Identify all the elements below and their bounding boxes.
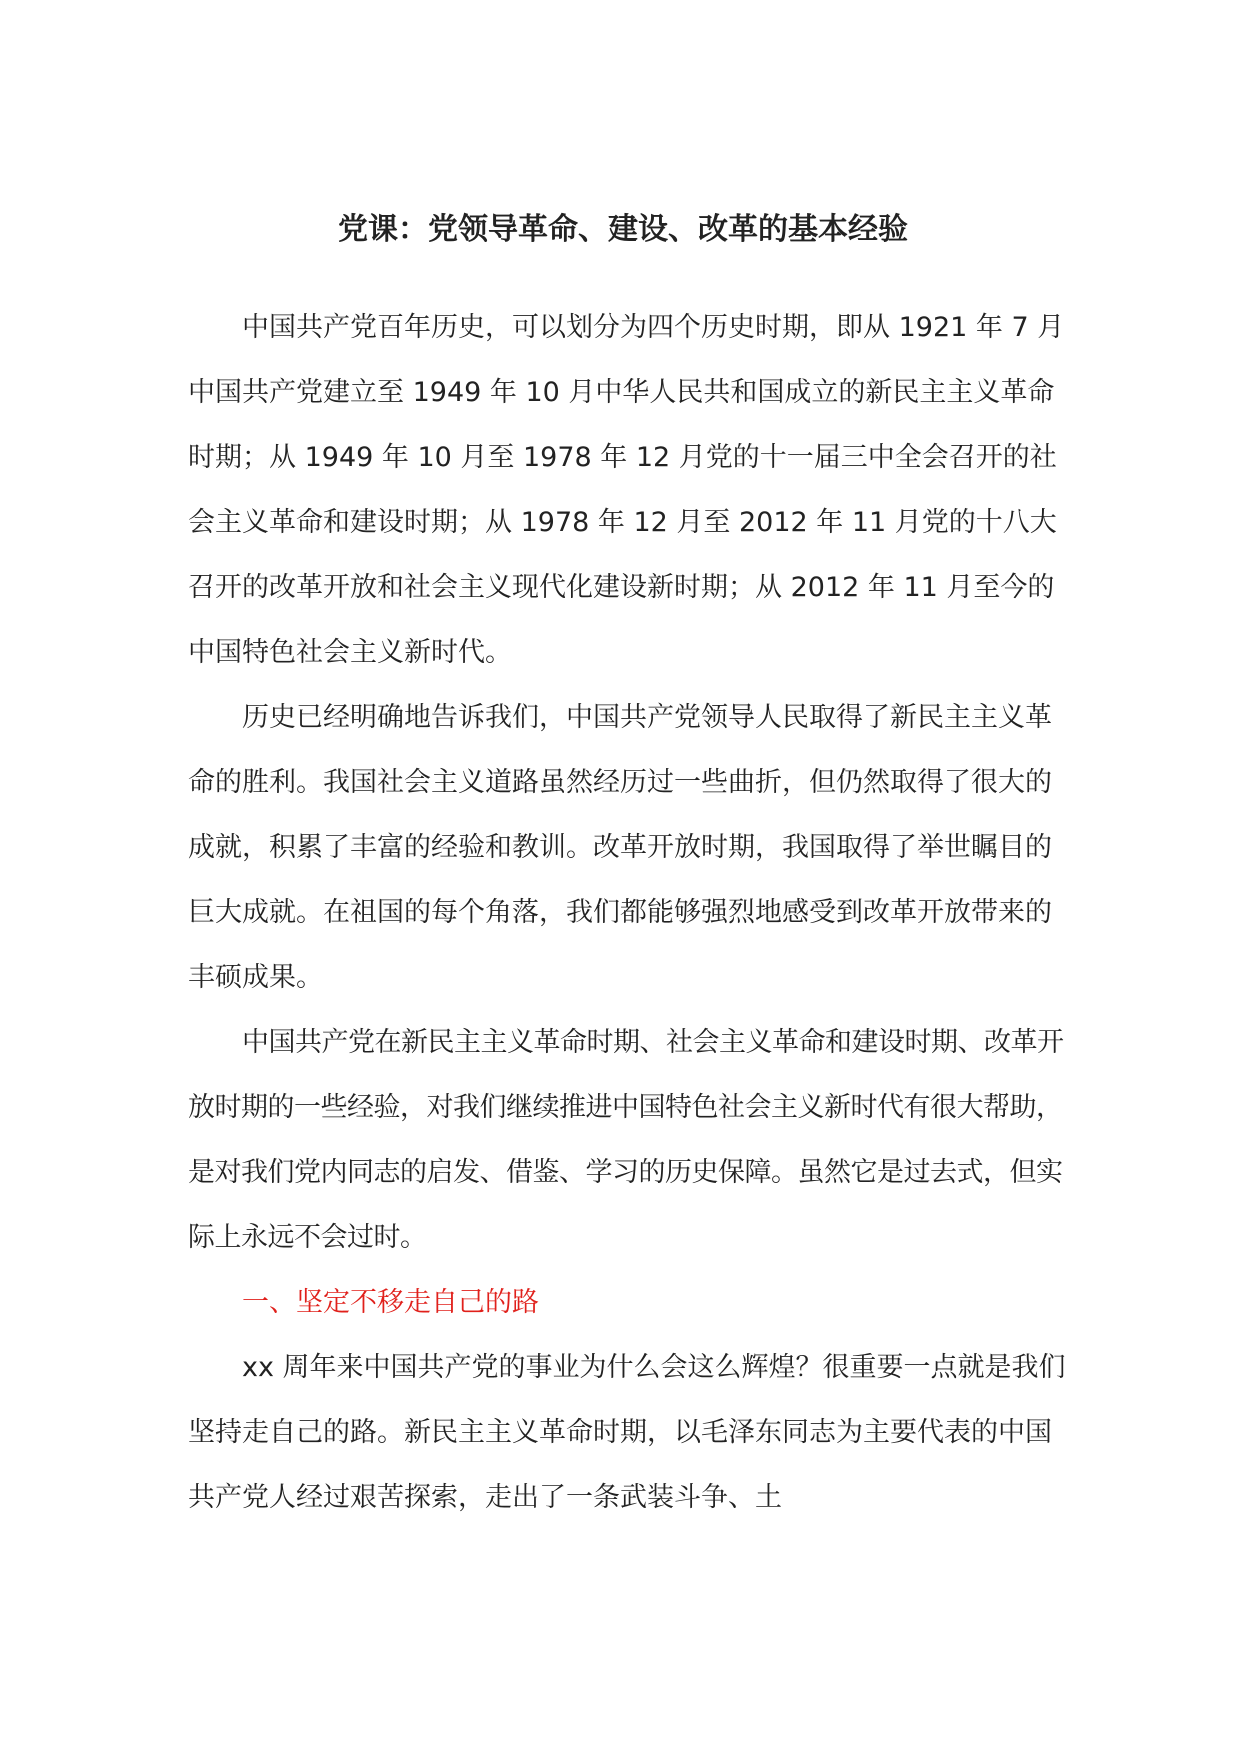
document-body (188, 295, 1068, 1530)
section-paragraph: xx 周年来中国共产党的事业为什么会这么辉煌？很重要一点就是我们坚持走自己的路。新民主主义革命时期，以毛泽东同志为主要代表的中国共产党人经过艰苦探索，走出了一条武装斗争、土 (188, 1352, 1066, 1513)
paragraph-experience: 中国共产党在新民主主义革命时期、社会主义革命和建设时期、改革开放时期的一些经验，对我们继续推进中国特色社会主义新时代有很大帮助，是对我们党内同志的启发、借鉴、学习的历史保障。虽然它是过去式，但实际上永远不会过时。 (188, 1027, 1064, 1253)
section-heading: 一、坚定不移走自己的路 (242, 1287, 539, 1318)
document-title: 党课：党领导革命、建设、改革的基本经验 (338, 212, 908, 247)
paragraph-history-periods: 中国共产党百年历史，可以划分为四个历史时期，即从 1921 年 7 月中国共产党建立至 1949 年 10 月中华人民共和国成立的新民主主义革命时期；从 1949 年 10 月至 1978 年 12 月党的十一届三中全会召开的社会主义革命和建设时期；从 1978 年 12 月至 2012 年 11 月党的十八大召开的改革开放和社会主义现代化建设新时期；从 2012 年 11 月至今的中国特色社会主义新时代。 (188, 312, 1065, 668)
paragraph-achievements: 历史已经明确地告诉我们，中国共产党领导人民取得了新民主主义革命的胜利。我国社会主义道路虽然经历过一些曲折，但仍然取得了很大的成就，积累了丰富的经验和教训。改革开放时期，我国取得了举世瞩目的巨大成就。在祖国的每个角落，我们都能够强烈地感受到改革开放带来的丰硕成果。 (188, 702, 1052, 993)
